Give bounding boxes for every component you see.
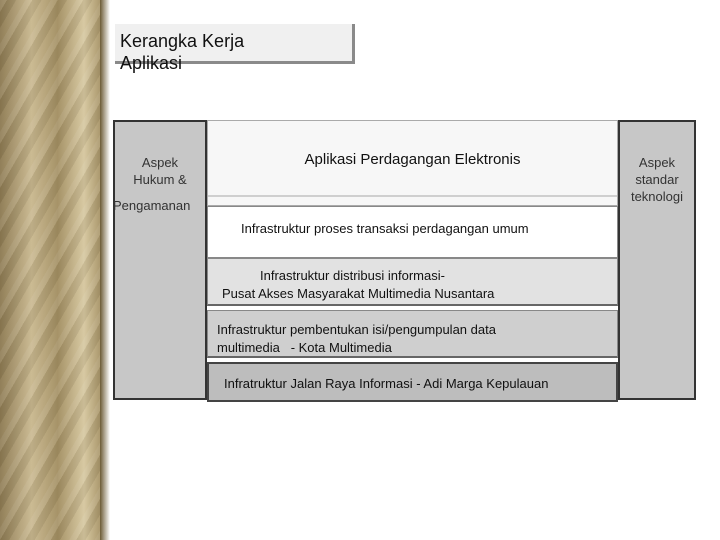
distribution-layer-label-1: Infrastruktur distribusi informasi- bbox=[260, 268, 445, 283]
application-layer-label: Aplikasi Perdagangan Elektronis bbox=[304, 151, 521, 168]
left-aspect-line-3: Pengamanan bbox=[113, 198, 191, 213]
page-title bbox=[120, 30, 360, 74]
side-band-shadow bbox=[100, 0, 110, 540]
left-aspect-line-2: Hukum & bbox=[133, 172, 187, 187]
left-aspect-line-1: Aspek bbox=[141, 155, 179, 170]
highway-layer-label: Infratruktur Jalan Raya Informasi - Adi Marga Kepulauan bbox=[224, 376, 549, 391]
title-line-2: Aplikasi bbox=[120, 53, 183, 73]
distribution-layer-label-2: Pusat Akses Masyarakat Multimedia Nusantara bbox=[222, 286, 495, 301]
right-aspect-line-2: standar bbox=[635, 172, 679, 187]
right-aspect-line-1: Aspek bbox=[638, 155, 676, 170]
left-aspect-label bbox=[113, 154, 207, 188]
title-line-1: Kerangka Kerja bbox=[120, 31, 245, 51]
right-aspect-line-3: teknologi bbox=[630, 189, 684, 204]
content-layer-label-1: Infrastruktur pembentukan isi/pengumpulan data bbox=[217, 322, 496, 337]
content-layer-label-2: multimedia - Kota Multimedia bbox=[217, 340, 392, 355]
decorative-side-band bbox=[0, 0, 105, 540]
transaction-layer-label: Infrastruktur proses transaksi perdagangan umum bbox=[241, 221, 529, 236]
right-aspect-label bbox=[618, 154, 696, 205]
